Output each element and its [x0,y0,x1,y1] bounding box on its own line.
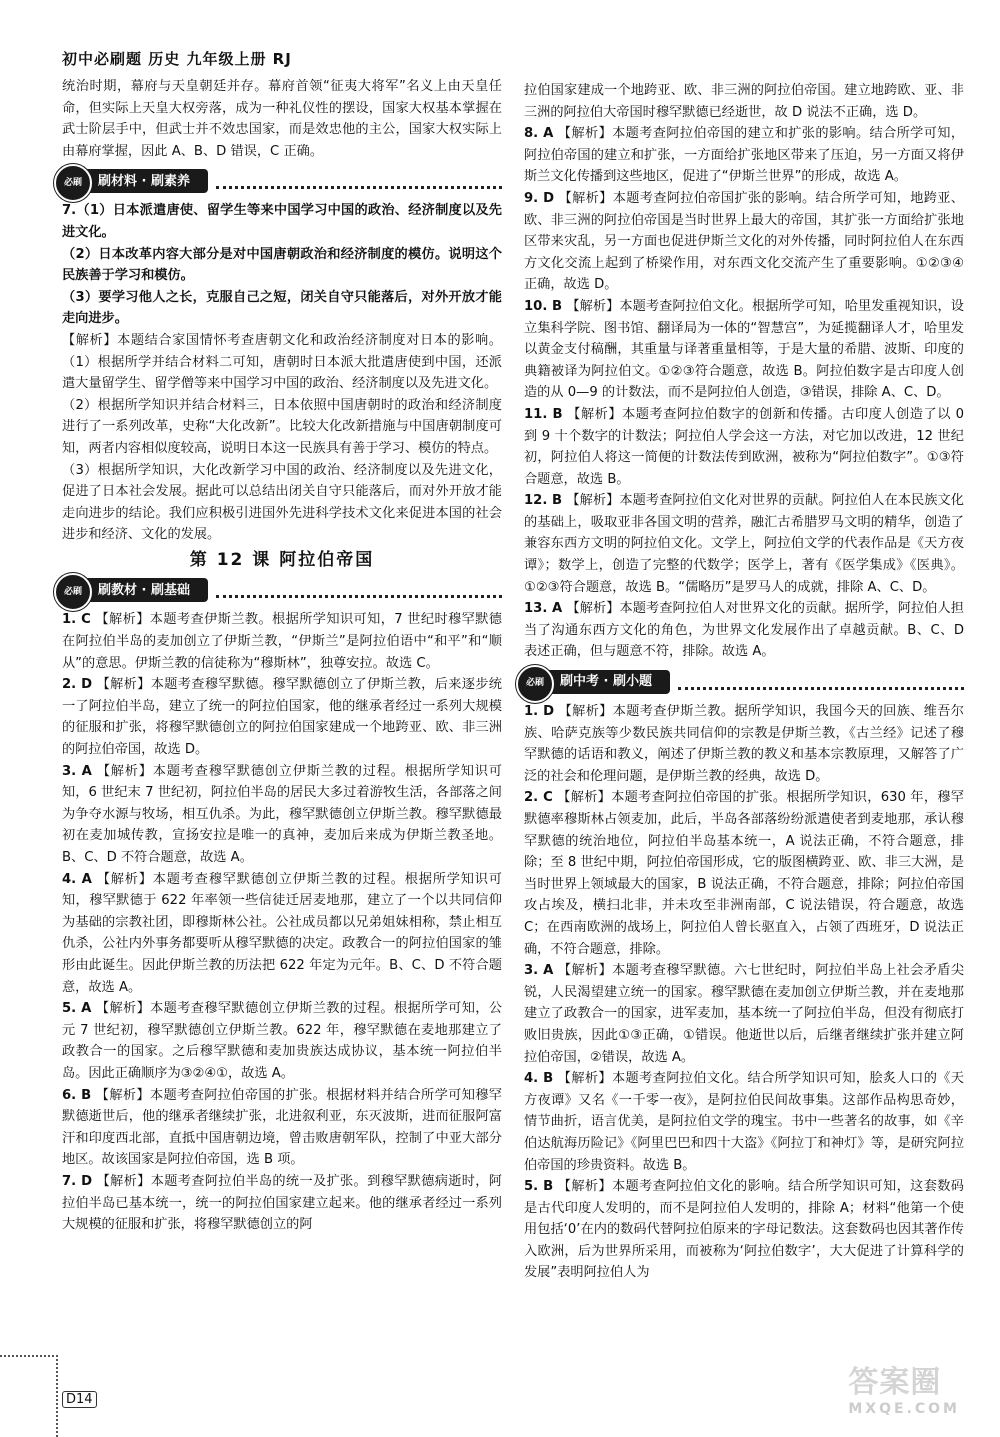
answer-number: 1. D [524,704,555,720]
answer-item [524,296,964,404]
answer-text: 【解析】本题考查阿拉伯文化。根据所学可知，哈里发重视知识，设立集科学院、图书馆、翻译局为一体的“智慧宫”，为延揽翻译人才，哈里发以黄金支付稿酬，其重量与译著重量相等，于是大量的希腊、波斯、印度的典籍被译为阿拉伯文。①②③符合题意，故选 B。阿拉伯数字是古印度人创造的从 0—9 的计数法，而不是阿拉伯人创造，③错误，排除 A、C、D。 [524,298,964,401]
answer-text: 【解析】本题考查阿拉伯半岛的统一及扩张。到穆罕默德病逝时，阿拉伯半岛已基本统一，统一的阿拉伯国家建立起来。他的继承者经过一系列大规模的征服和扩张，将穆罕默德创立的阿 [62,1173,502,1233]
answer-item [62,1085,502,1171]
answer-text: 【解析】本题考查阿拉伯帝国的建立和扩张的影响。结合所学可知，阿拉伯帝国的建立和扩张，一方面给扩张地区带来了压迫，另一方面又将伊斯兰文化传播到这些地区，促进了“伊斯兰世界”的形成，故选 A。 [524,126,965,185]
answer-text: 【解析】本题考查伊斯兰教。据所学知识，我国今天的回族、维吾尔族、哈萨克族等少数民族共同信仰的宗教是伊斯兰教，《古兰经》记述了穆罕默德的话语和教义，阐述了伊斯兰教的教义和基本宗教原理，又解答了广泛的社会和伦理问题，是伊斯兰教的经典，故选 D。 [524,704,964,784]
answer-item [524,1176,964,1284]
answer-item [524,490,964,598]
answer-text: 【解析】本题考查阿拉伯文化。结合所学知识可知，脍炙人口的《天方夜谭》又名《一千零一夜》，是阿拉伯民间故事集。这部作品构思奇妙，情节曲折，语言优美，是阿拉伯文学的瑰宝。书中一些著名的故事，如《辛伯达航海历险记》《阿里巴巴和四十大盗》《阿拉丁和神灯》等，是研究阿拉伯帝国的珍贵资料。故选 B。 [524,1071,964,1173]
answer-item [524,1068,964,1176]
answer-item [524,123,964,188]
brush-logo-icon: 必刷 [516,665,554,703]
answer-item [62,998,502,1084]
answer-text: 【解析】本题考查穆罕默德。六七世纪时，阿拉伯半岛上社会矛盾尖锐，人民渴望建立统一的国家。穆罕默德在麦加创立伊斯兰教，并在麦地那建立了政教合一的国家，进军麦加，基本统一了阿拉伯半岛，但没有彻底打败旧贵族，因此①③正确，①错误。他逝世以后，后继者继续扩张并建立阿拉伯帝国，②错误，故选 A。 [524,963,965,1065]
section-banner [58,166,502,196]
answer-key-text: （2）日本改革内容大部分是对中国唐朝政治和经济制度的模仿。说明这个民族善于学习和模仿。 [62,246,502,284]
banner-label: 刷教材 · 刷基础 [98,582,190,598]
banner-badge [58,169,208,193]
brush-logo-icon: 必刷 [54,573,92,611]
answer-number: 4. A [62,871,92,887]
page-number: D14 [62,1391,97,1408]
answer-item [524,787,964,960]
answer-number: 7. D [62,1173,93,1189]
answer-text: 【解析】本题考查穆罕默德创立伊斯兰教的过程。根据所学知识可知，穆罕默德于 622 年率领一些信徒迁居麦地那，建立了一个以共同信仰为基础的宗教社团，即穆斯林公社。公社成员都以兄弟姐妹相称，禁止相互仇杀，公社内外事务都要听从穆罕默德的决定。政教合一的阿拉伯国家的雏形由此诞生。因此伊斯兰教的历法把 622 年定为元年。B、C、D 不符合题意，故选 A。 [62,871,502,995]
paragraph: （2）根据所学知识并结合材料三，日本依照中国唐朝时的政治和经济制度进行了一系列改革，史称“大化改新”。比较大化改新措施与中国唐朝制度可知，两者内容相似度较高，说明日本这一民族具有善于学习、模仿的特点。 [62,397,502,456]
watermark-logo [848,1357,960,1417]
paragraph: （3）根据所学知识，大化改新学习中国的政治、经济制度以及先进文化，促进了日本社会发展。据此可以总结出闭关自守只能落后，而对外开放才能走向进步的结论。我们应积极引进国外先进科学技术文化来促进本国的社会进步和经济、文化的发展。 [62,462,502,543]
banner-badge [58,578,208,602]
answer-text: 【解析】本题考查阿拉伯帝国的扩张。根据所学知识，630 年，穆罕默德率穆斯林占领麦加，此后，半岛各部落纷纷派遣使者到麦地那，承认穆罕默德的统治地位，阿拉伯半岛基本统一，A 说法正确，不符合题意，排除；至 8 世纪中期，阿拉伯帝国形成，它的版图横跨亚、欧、非三大洲，是当时世界上领域最大的国家，B 说法正确，不符合题意，排除；阿拉伯帝国攻占埃及，横扫北非，并未攻至非洲南部，C 说法错误，符合题意，故选 C；在西南欧洲的战场上，阿拉伯人曾长驱直入，占领了西班牙，D 说法正确，不符合题意，排除。 [524,790,964,957]
answer-text: 【解析】本题考查穆罕默德创立伊斯兰教的过程。根据所学知识可知，6 世纪末 7 世纪初，阿拉伯半岛的居民大多过着游牧生活，各部落之间为争夺水源与牧场，相互仇杀。为此，穆罕默德创立伊斯兰教。穆罕默德最初在麦加城传教，宣扬安拉是唯一的真神，麦加后来成为伊斯兰教圣地。B、C、D 不符合题意，故选 A。 [62,763,502,865]
answer-number: 2. D [62,677,93,693]
answer-item [524,598,964,663]
answer-item [62,609,502,674]
answer-key-text: （3）要学习他人之长，克服自己之短，闭关自守只能落后，对外开放才能走向进步。 [62,289,502,327]
answer-text: 【解析】本题考查伊斯兰教。根据所学知识可知，7 世纪时穆罕默德在阿拉伯半岛的麦加创立了伊斯兰教，“伊斯兰”是阿拉伯语中“和平”和“顺从”的意思。伊斯兰教的信徒称为“穆斯林”，独尊安拉。故选 C。 [62,612,502,671]
answer-key-text: 7.（1）日本派遣唐使、留学生等来中国学习中国的政治、经济制度以及先进文化。 [62,203,502,240]
answer-number: 10. B [524,298,563,314]
brush-logo-icon: 必刷 [54,164,92,202]
banner-label: 刷材料 · 刷素养 [98,173,190,189]
dotted-rule [678,675,964,690]
dotted-rule [216,583,502,598]
answer-number: 11. B [524,406,563,422]
left-column [62,76,502,1236]
answer-item [524,701,964,787]
paragraph: 拉伯国家建成一个地跨亚、欧、非三洲的阿拉伯帝国。建立地跨欧、亚、非三洲的阿拉伯大帝国时穆罕默德已经逝世，故 D 说法不正确，选 D。 [524,83,964,120]
answer-number: 8. A [524,126,554,142]
lesson-title: 第 12 课 阿拉伯帝国 [189,549,375,570]
answer-number: 4. B [524,1071,554,1087]
section-banner [520,667,964,697]
answer-text: 【解析】本题考查阿拉伯人对世界文化的贡献。据所学，阿拉伯人担当了沟通东西方文化的角色，为世界文化发展作出了卓越贡献。B、C、D 表述正确，但与题意不符，排除。故选 A。 [524,601,964,660]
answer-item [524,960,964,1068]
dotted-rule [216,174,502,189]
answer-number: 5. B [524,1179,554,1195]
answer-number: 3. A [524,963,554,979]
answer-text: 【解析】本题考查阿拉伯文化对世界的贡献。阿拉伯人在本民族文化的基础上，吸取亚非各国文明的营养，融汇古希腊罗马文明的精华，创造了兼容东西方文明的阿拉伯文化。文学上，阿拉伯文学的代表作品是《天方夜谭》；数学上，创造了完整的代数学；医学上，著有《医学集成》《医典》。①②③符合题意，故选 B。“儒略历”是罗马人的成就，排除 A、C、D。 [524,493,964,595]
paragraph: 【解析】本题结合家国情怀考查唐朝文化和政治经济制度对日本的影响。（1）根据所学并结合材料二可知，唐朝时日本派大批遣唐使到中国，还派遣大量留学生、留学僧等来中国学习中国的政治、经济制度以及先进文化。 [62,332,502,392]
answer-text: 【解析】本题考查穆罕默德创立伊斯兰教的过程。根据所学可知，公元 7 世纪初，穆罕默德创立伊斯兰教。622 年，穆罕默德在麦地那建立了政教合一的国家。之后穆罕默德和麦加贵族达成协议，基本统一阿拉伯半岛。因此正确顺序为③②④①，故选 A。 [62,1001,503,1081]
answer-text: 【解析】本题考查阿拉伯帝国扩张的影响。结合所学可知，地跨亚、欧、非三洲的阿拉伯帝国是当时世界上最大的帝国，其扩张一方面给扩张地区带来灾乱，另一方面也促进伊斯兰文化的对外传播，同时阿拉伯人在东西方文化交流上起到了桥梁作用，对东西文化交流产生了重要影响。①②③④正确，故选 D。 [524,190,964,293]
answer-item [524,404,964,490]
answer-text: 【解析】本题考查阿拉伯帝国的扩张。根据材料并结合所学可知穆罕默德逝世后，他的继承者继续扩张，北进叙利亚，东灭波斯，进而征服阿富汗和印度西北部，直抵中国唐朝边境，曾击败唐朝军队，控制了中亚大部分地区。故该国家是阿拉伯帝国，选 B 项。 [62,1087,502,1168]
answer-number: 1. C [62,612,91,628]
answer-item [62,1171,502,1236]
answer-text: 【解析】本题考查穆罕默德。穆罕默德创立了伊斯兰教，后来逐步统一了阿拉伯半岛，建立了统一的阿拉伯国家，他的继承者经过一系列大规模的征服和扩张，将穆罕默德创立的阿拉伯国家建成一个地跨亚、欧、非三洲的阿拉伯帝国，故选 D。 [62,677,502,758]
watermark-sub: MXQE.COM [848,1401,960,1417]
banner-badge [520,670,670,694]
answer-item [62,869,502,999]
answer-number: 12. B [524,493,563,509]
watermark-main: 答案圈 [848,1365,942,1400]
answer-text: 【解析】本题考查阿拉伯文化的影响。结合所学知识可知，这套数码是古代印度人发明的，而不是阿拉伯人发明的，排除 A；材料“他第一个使用包括‘0’在内的数码代替阿拉伯原来的字母记数法。这套数码也因其著作传入欧洲，后为世界所采用，而被称为‘阿拉伯数字’，大大促进了计算科学的发展”表明阿拉伯人为 [524,1179,964,1281]
answer-item [524,188,964,296]
banner-label: 刷中考 · 刷小题 [560,674,652,690]
answer-text: 【解析】本题考查阿拉伯数字的创新和传播。古印度人创造了以 0 到 9 十个数字的计数法；阿拉伯人学会这一方法，对它加以改进，12 世纪初，阿拉伯人将这一简便的计数法传到欧洲，被称为“阿拉伯数字”。①③符合题意，故选 B。 [524,406,964,487]
right-column [524,80,964,1284]
answer-number: 5. A [62,1001,92,1017]
page-header: 初中必刷题 历史 九年级上册 RJ [62,50,292,68]
answer-number: 13. A [524,601,563,617]
answer-item [62,761,502,869]
answer-number: 3. A [62,763,92,779]
corner-decoration [0,1355,58,1437]
section-banner [58,575,502,605]
answer-number: 9. D [524,190,555,206]
paragraph: 统治时期，幕府与天皇朝廷并存。幕府首领“征夷大将军”名义上由天皇任命，但实际上天皇大权旁落，成为一种礼仪性的摆设，国家大权基本掌握在武士阶层手中，但武士并不效忠国家，而是效忠他的主公，国家大权实际上由幕府掌握，因此 A、B、D 错误，C 正确。 [62,79,502,159]
answer-number: 6. B [62,1087,92,1103]
answer-number: 2. C [524,790,553,806]
answer-item [62,674,502,760]
